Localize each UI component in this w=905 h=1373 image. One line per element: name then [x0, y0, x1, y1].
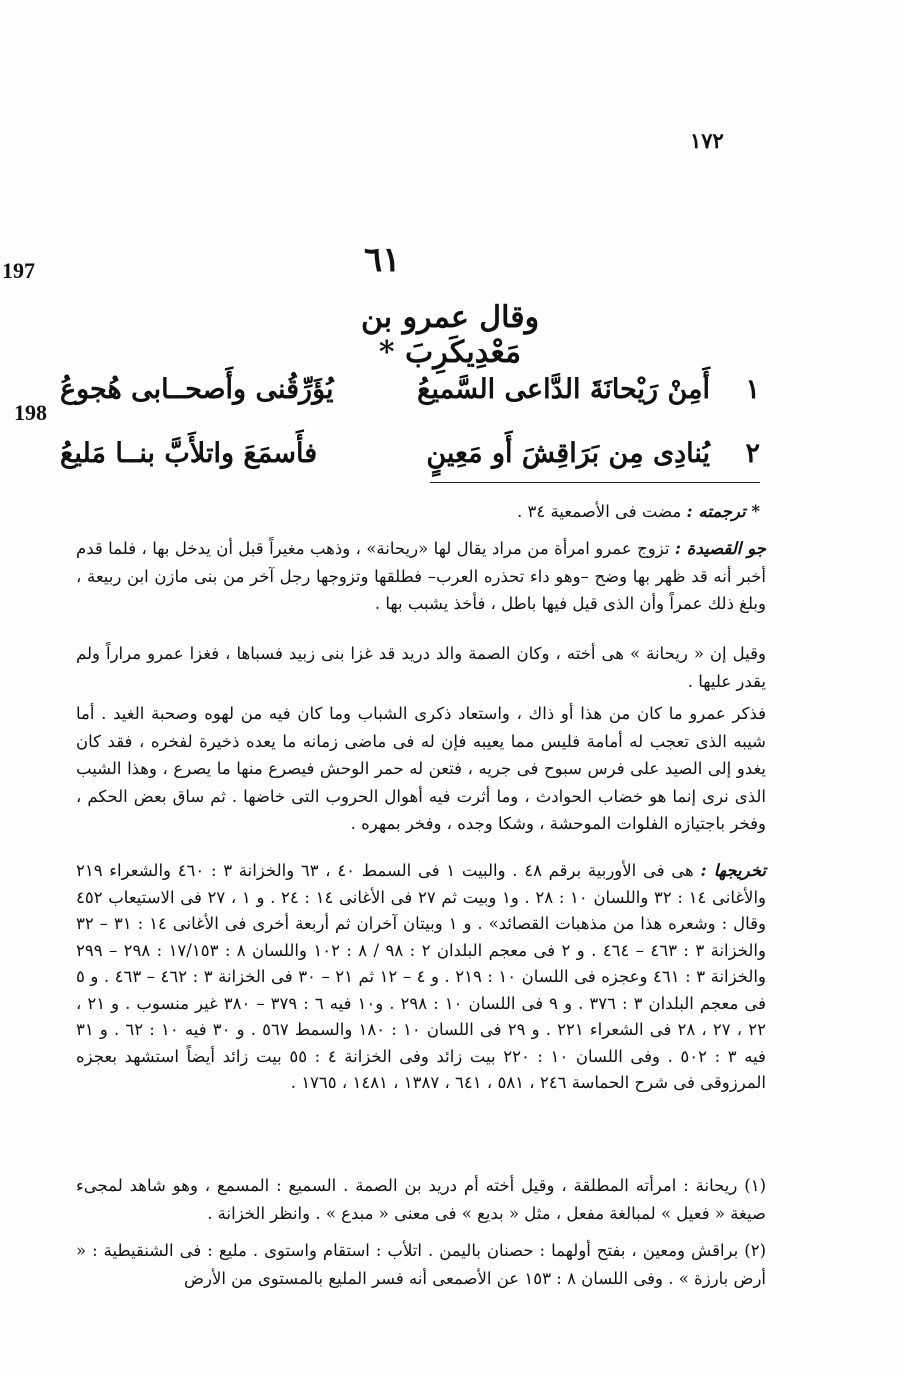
- verse-second-hemistich: فأَسمَعَ واتلأَبَّ بنــا مَليعُ: [60, 438, 318, 469]
- verse-note-2: (٢) براقش ومعين ، بفتح أولهما : حصنان باليمن . اتلأب : استقام واستوى . مليع : فى الشنقيطية : « أرض بارزة » . وفى اللسان ٨ : ١٥٣ عن الأصمعى أنه فسر المليع بالمستوى من الأرض: [76, 1241, 766, 1288]
- verse-second-hemistich: يُؤَرِّقُنى وأَصحــابى هُجوعُ: [60, 374, 334, 405]
- sources-label: تخريجها :: [700, 861, 766, 880]
- page-number: ١٧٢: [690, 128, 724, 153]
- poem-number: ٦١: [364, 240, 401, 280]
- context-label: جو القصيدة :: [674, 539, 766, 558]
- verse-note-1: (١) ريحانة : امرأته المطلقة ، وقيل أخته أم دريد بن الصمة . السميع : المسمع ، وهو شاهد لمجىء صيغة « فعيل » لمبالغة مفعل ، مثل « بديع » فى معنى « مبدع » . وانظر الخزانة .: [76, 1176, 766, 1223]
- verse-first-hemistich: أَمِنْ رَيْحانَةَ الدَّاعى السَّميعُ: [417, 374, 710, 405]
- verse-number: ١: [745, 374, 760, 405]
- margin-page-reference: 198: [14, 400, 47, 425]
- verse-first-hemistich: يُنادِى مِن بَرَاقِشَ أَو مَعِينٍ: [426, 438, 710, 469]
- biography-text: مضت فى الأصمعية ٣٤ .: [516, 502, 682, 521]
- context-text: تزوج عمرو امرأة من مراد يقال لها «ريحانة» ، وذهب مغيراً قبل أن يدخل بها ، فلما قدم أخبر أنه قد ظهر بها وضح –وهو داء تحذره العرب– فطلقها وتزوجها رجل آخر من بنى مازن ابن ربيعة ، وبلغ ذلك عمراً وأن الذى قيل فيها باطل ، فأخذ يشبب بها .: [76, 539, 766, 613]
- verse-number: ٢: [745, 438, 760, 469]
- biography-note: [330, 498, 760, 526]
- verse-line: [60, 374, 760, 418]
- verse-line: [60, 438, 760, 482]
- margin-page-reference: 197: [2, 258, 35, 283]
- summary-paragraph: فذكر عمرو ما كان من هذا أو ذاك ، واستعاد ذكرى الشباب وما كان فيه من لهوه وصحبة الغيد . أما شيبه الذى تعجب له أمامة فليس مما يعيبه فإن له فى ماضى زمانه ما يعده ذخيرة لفخره ، فقد كان يغدو إلى الصيد على فرس سبوح فى جريه ، فتعن له حمر الوحش فيصرع منها ما يصرع ، وهذا الشيب الذى نرى إنما هو خضاب الحوادث ، وما أثرت فيه أهوال الحروب التى خاضها . ثم ساق بعض الحكم ، وفخر باجتيازه الفلوات الموحشة ، وشكا وجده ، وفخر بمهره .: [76, 704, 766, 833]
- sources-paragraph: [76, 858, 766, 1097]
- sources-text: هى فى الأوربية برقم ٤٨ . والبيت ١ فى السمط ٤٠ ، ٦٣ والخزانة ٣ : ٤٦٠ والشعراء ٢١٩ والأغانى ١٤ : ٣٢ واللسان ١٠ : ٢٨ . و١ وبيت ثم ٢٧ فى الأغانى ١٤ : ٢٤ . و ١ ، ٢٧ فى الاستيعاب ٤٥٢ وقال : وشعره هذا من مذهبات القصائد» . و ١ وبيتان آخران ثم أربعة أخرى فى الأغانى ١٤ : ٣١ – ٣٢ والخزانة ٣ : ٤٦٣ – ٤٦٤ . و ٢ فى معجم البلدان ٢ : ٩٨ / ٨ : ١٠٢ واللسان ٨ : ١٧/١٥٣ : ٢٩٨ – ٢٩٩ والخزانة ٣ : ٤٦١ وعجزه فى اللسان ١٠ : ٢١٩ . و ٤ – ١٢ ثم ٢١ – ٣٠ فى الخزانة ٣ : ٤٦٢ – ٤٦٣ . و ٥ فى معجم البلدان ٣ : ٣٧٦ . و ٩ فى اللسان ١٠ : ٢٩٨ . و١٠ فيه ٦ : ٣٧٩ – ٣٨٠ غير منسوب . و ٢١ ، ٢٢ ، ٢٧ ، ٢٨ فى الشعراء ٢٢١ . و ٢٩ فى اللسان ١٠ : ١٨٠ والسمط ٥٦٧ . و ٣٠ فيه ١٠ : ٦٢ . و ٣١ فيه ٣ : ٥٠٢ . وفى اللسان ١٠ : ٢٢٠ بيت زائد وفى الخزانة ٤ : ٥٥ بيت زائد أيضاً استشهد بعجزه المرزوقى فى شرح الحماسة ٢٤٦ ، ٥٨١ ، ٦٤١ ، ١٣٨٧ ، ١٤٨١ ، ١٧٦٥ .: [76, 861, 767, 1092]
- alternate-account-paragraph: وقيل إن « ريحانة » هى أخته ، وكان الصمة والد دريد قد غزا بنى زبيد فسباها ، فغزا عمرو مراراً ولم يقدر عليها .: [76, 644, 766, 691]
- poem-title: وقال عمرو بن مَعْدِيكَرِبَ *: [360, 300, 540, 370]
- footnote-divider: [430, 482, 760, 483]
- biography-label: * ترجمته :: [686, 502, 760, 521]
- poem-context-paragraph: [76, 535, 766, 618]
